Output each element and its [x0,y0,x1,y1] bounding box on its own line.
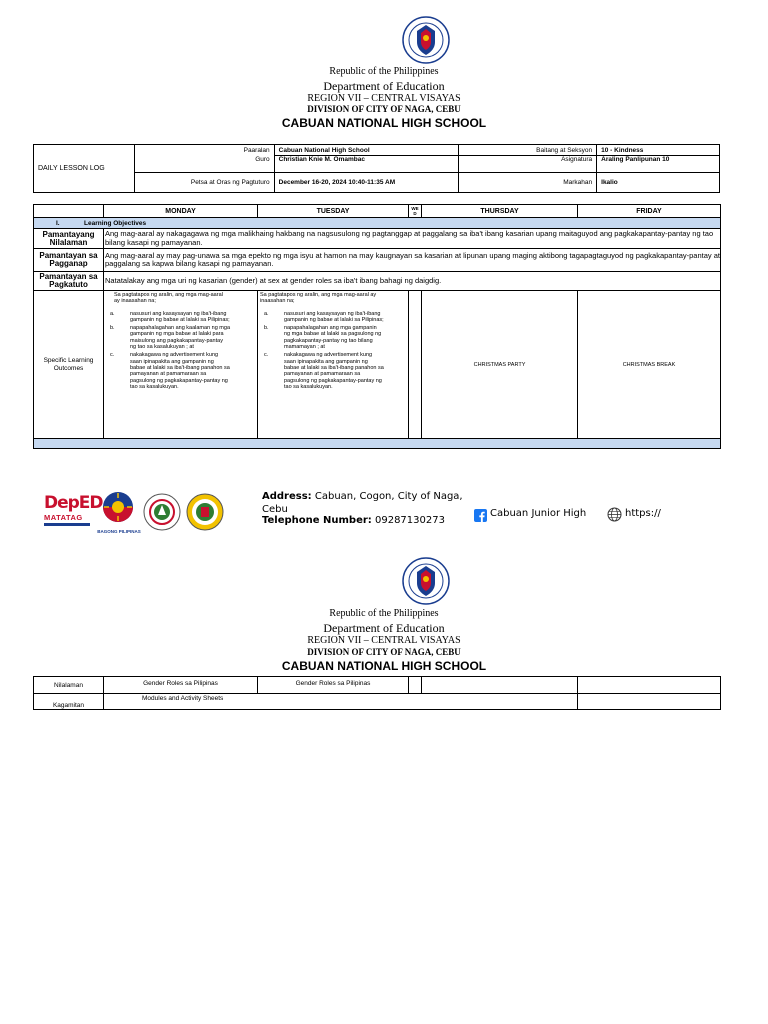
thursday-outcomes: CHRISTMAS PARTY [422,291,578,439]
thursday-header: THURSDAY [422,205,578,218]
facebook-link[interactable]: Cabuan Junior High [490,508,587,519]
pamantayan-pagkatuto-text: Natatalakay ang mga uri ng kasarian (gender) at sex at gender roles sa iba't ibang bahagi ng daigdig. [104,272,721,291]
kagamitan-value: Modules and Activity Sheets [104,694,578,710]
address-label: Address: [262,491,312,502]
monday-intro: Sa pagtatapos ng aralin, ang mga mag-aaral ay inaasahan na; [114,292,223,305]
paaralan-value: Cabuan National High School [274,145,459,156]
telephone-label: Telephone Number: [262,515,372,526]
friday-outcomes: CHRISTMAS BREAK [578,291,721,439]
outcome-text: nasusuri ang kasaysayan ng iba't-ibang gampanin ng babae at lalaki sa Pilipinas; [284,310,384,323]
outcome-item [260,352,406,390]
content-table [33,676,721,710]
wednesday-header: WE D [409,205,422,218]
telephone-block [262,515,472,526]
outcome-text: napapahalagahan ang mga gampanin ng mga babae at lalaki sa pagsulong ng pagkakapantay-pantay ng tao bilang mamamayan ; at [284,325,382,351]
deped-logo-text: DepED [44,493,103,513]
city-seal-icon [143,493,181,531]
outcome-item [106,311,255,324]
school-title-page2: CABUAN NATIONAL HIGH SCHOOL [281,659,487,673]
telephone-value: 09287130273 [374,515,445,526]
monday-outcome-list [106,311,255,391]
kagamitan-label: Kagamitan [34,694,104,710]
outcome-item [260,325,406,350]
corner-cell [34,205,104,218]
outcome-item [106,352,255,390]
asignatura-value: Araling Panlipunan 10 [597,156,720,173]
outcome-text: nakakagawa ng advertisement kung saan ipinapakita ang gampanin ng babae at lalaki sa iba't-ibang panahon sa pamayanan at pamamaraan sa pagsulong ng pagkakapantay-pantay ng tao sa kasalukuyan. [284,352,384,390]
deped-seal-icon [402,16,450,64]
facebook-icon [474,509,487,522]
section-title: Learning Objectives [84,219,147,227]
region-text: REGION VII – CENTRAL VISAYAS [307,93,461,104]
wednesday-outcomes [409,291,422,439]
matatag-text: MATATAG [44,513,83,522]
baitang-label: Baitang at Seksyon [459,145,597,156]
info-table [33,144,720,193]
dll-label: DAILY LESSON LOG [34,145,135,193]
outcome-letter: b. [110,325,115,332]
monday-outcomes [104,291,258,439]
guro-label: Guro [134,156,274,173]
outcome-letter: b. [264,325,269,332]
outcome-text: nasusuri ang kasaysayan ng iba't-ibang gampanin ng babae at lalaki sa Pilipinas; [130,310,230,323]
markahan-label: Markahan [459,173,597,193]
monday-header: MONDAY [104,205,258,218]
department-text: Department of Education [323,79,445,93]
tuesday-header: TUESDAY [258,205,409,218]
asignatura-label: Asignatura [459,156,597,173]
petsa-value: December 16-20, 2024 10:40-11:35 AM [274,173,459,193]
outcome-letter: a. [110,310,115,317]
address-value: Cabuan, Cogon, City of Naga, Cebu [262,491,463,515]
petsa-label: Petsa at Oras ng Pagtuturo [134,173,274,193]
nilalaman-tuesday: Gender Roles sa Pilipinas [258,677,409,694]
outcome-text: napapahalagahan ang kaalaman ng mga gampanin ng mga babae at lalaki para maisulong ang pagkakapantay-pantay ng tao sa kasalukuyan ; at [130,325,230,351]
tuesday-outcomes [258,291,409,439]
learning-objectives-band [34,218,721,229]
matatag-underline [44,523,90,526]
outcome-item [106,325,255,350]
tuesday-outcome-list [260,311,406,391]
specific-outcomes-label: Specific Learning Outcomes [34,291,104,439]
division-text: DIVISION OF CITY OF NAGA, CEBU [307,104,461,114]
republic-text: Republic of the Philippines [329,66,439,77]
pamantayang-nilalaman-text: Ang mag-aaral ay nakagagawa ng mga malikhaing hakbang na nagsusulong ng pagtanggap at paggalang sa iba't ibang kasarian upang maitaguyod ang pagkakapantay-pantay ng tao bilang kasapi ng pamayanan. [104,229,721,249]
deped-matatag-logo [44,493,103,533]
address-block [262,491,472,516]
outcome-letter: c. [110,352,115,359]
outcome-text: nakakagawa ng advertisement kung saan ipinapakita ang gampanin ng babae at lalaki sa iba't-ibang panahon sa pamayanan at pamamaraan sa pagsulong ng pagkakapantay-pantay ng tao sa kasalukuyan. [130,352,230,390]
guro-value: Christian Knie M. Omambac [274,156,459,173]
bagong-pilipinas-text: BAGONG PILIPINAS [97,529,141,534]
blank-band [34,439,721,449]
nilalaman-label: Nilalaman [34,677,104,694]
outcome-letter: c. [264,352,269,359]
pamantayan-pagganap-label: Pamantayan sa Pagganap [34,249,104,272]
division-text-page2: DIVISION OF CITY OF NAGA, CEBU [307,647,461,657]
outcome-letter: a. [264,310,269,317]
region-text-page2: REGION VII – CENTRAL VISAYAS [307,635,461,646]
school-title: CABUAN NATIONAL HIGH SCHOOL [281,116,487,130]
nilalaman-thursday [422,677,578,694]
friday-header: FRIDAY [578,205,721,218]
republic-text-page2: Republic of the Philippines [329,608,439,619]
school-seal-icon [186,493,224,531]
section-number: I. [56,219,60,227]
kagamitan-friday [578,694,721,710]
website-link[interactable]: https:// [625,508,661,519]
markahan-value: Ikalio [597,173,720,193]
outcome-item [260,311,406,324]
globe-icon [607,507,622,522]
baitang-value: 10 - Kindness [597,145,720,156]
department-text-page2: Department of Education [323,621,445,635]
nilalaman-monday: Gender Roles sa Pilipinas [104,677,258,694]
paaralan-label: Paaralan [134,145,274,156]
nilalaman-wednesday [409,677,422,694]
bagong-pilipinas-logo-icon [98,490,138,524]
nilalaman-friday [578,677,721,694]
deped-seal-icon-page2 [402,557,450,605]
pamantayan-pagganap-text: Ang mag-aaral ay may pag-unawa sa mga epekto ng mga isyu at hamon na may kaugnayan sa kasarian at lipunan upang maging aktibong tagapagtaguyod ng pagkakapantay-pantay at paggalang sa kapwa bilang kasapi ng pamayanan. [104,249,721,272]
pamantayang-nilalaman-label: Pamantayang Nilalaman [34,229,104,249]
objectives-table [33,204,721,449]
tuesday-intro: Sa pagtatapos ng aralin, ang mga mag-aaral ay inaasahan na; [260,292,377,305]
pamantayan-pagkatuto-label: Pamantayan sa Pagkatuto [34,272,104,291]
